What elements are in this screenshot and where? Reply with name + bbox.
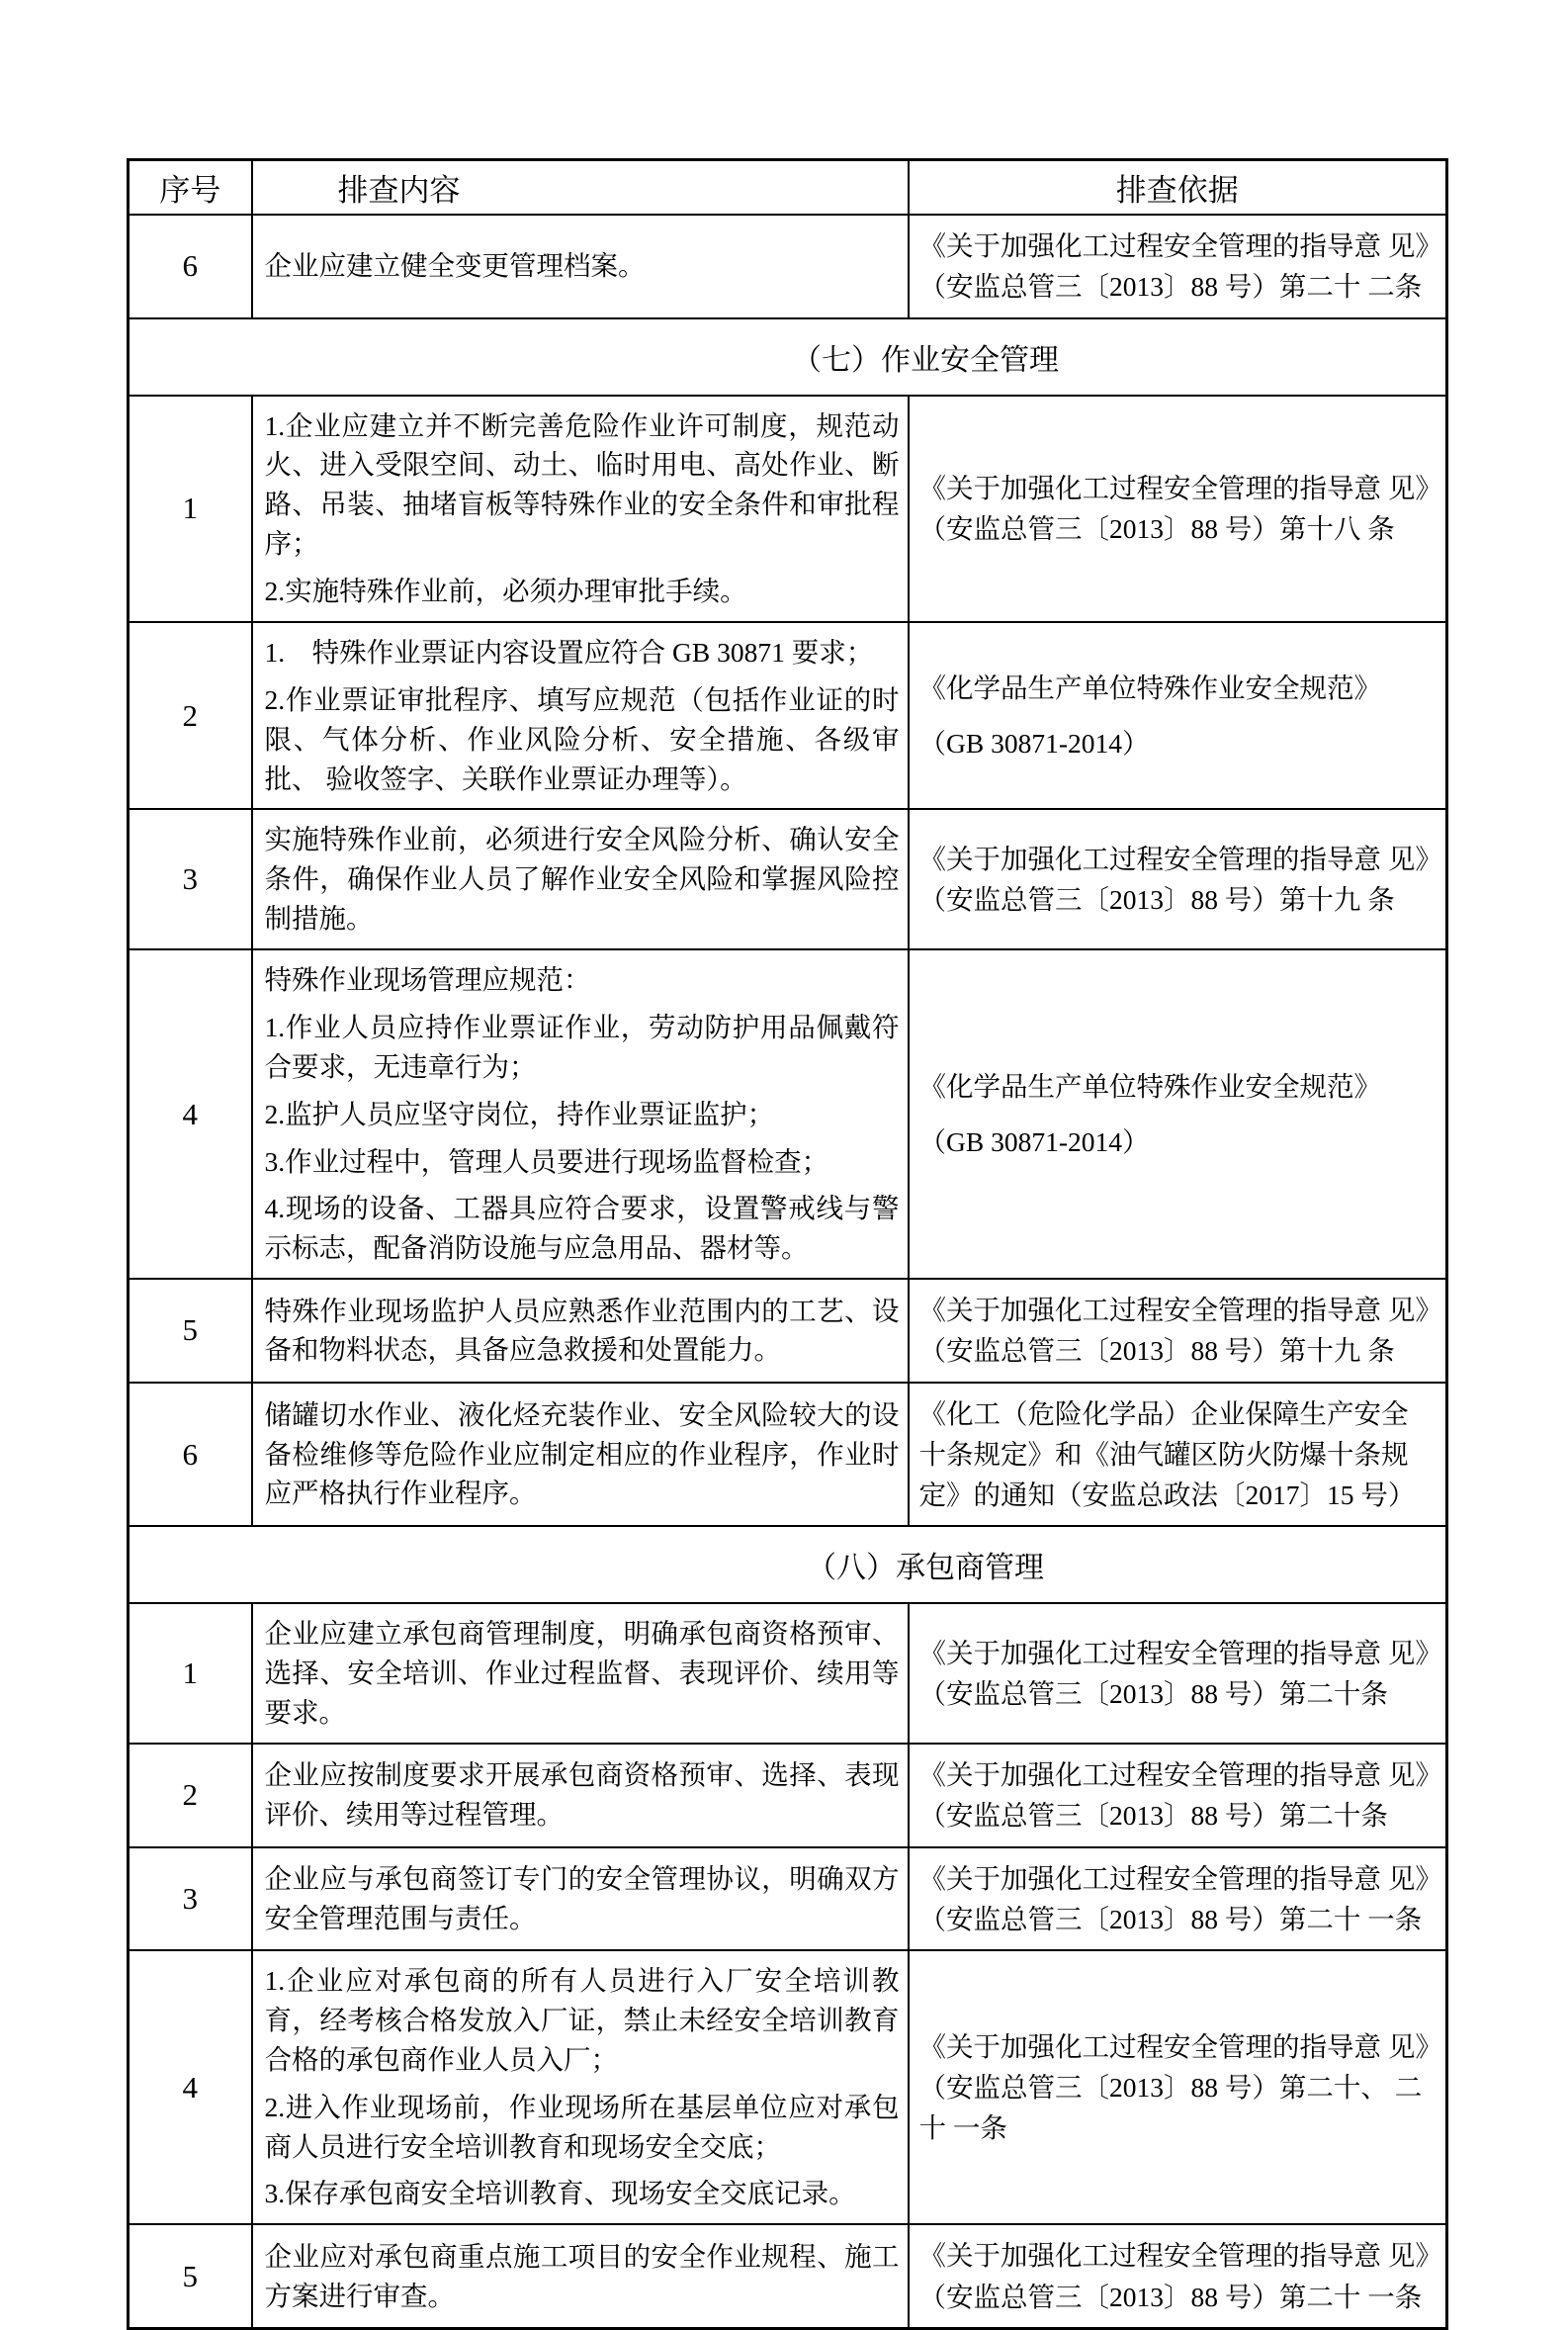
inspection-content-cell <box>252 809 909 949</box>
inspection-content-cell <box>252 1744 909 1847</box>
inspection-content-cell <box>252 2224 909 2328</box>
row-index-cell: 3 <box>129 1847 252 1951</box>
table-row <box>129 2224 1447 2328</box>
table-row <box>129 1603 1447 1744</box>
content-paragraph: 4.现场的设备、工器具应符合要求，设置警戒线与警 示标志，配备消防设施与应急用品、器材等。 <box>264 1193 900 1264</box>
content-paragraph: 3.保存承包商安全培训教育、现场安全交底记录。 <box>264 2178 856 2209</box>
inspection-content-cell <box>252 215 909 318</box>
content-paragraph: 1. 特殊作业票证内容设置应符合 GB 30871 要求； <box>264 636 874 668</box>
inspection-content-cell <box>252 1603 909 1744</box>
column-header-index: 序号 <box>129 160 252 216</box>
table-row <box>129 622 1447 810</box>
content-paragraph: 1.企业应建立并不断完善危险作业许可制度，规范动 火、进入受限空间、动土、临时用电、高处作业、断 路、吊装、抽堵盲板等特殊作业的安全条件和审批程 序； <box>264 409 900 560</box>
inspection-basis-cell <box>909 215 1447 318</box>
basis-paragraph: 《关于加强化工过程安全管理的指导意 见》（安监总管三〔2013〕88 号）第二十 一条 <box>918 1862 1430 1934</box>
header-row <box>129 160 1447 216</box>
row-index-cell: 6 <box>129 1383 252 1527</box>
row-index-cell: 5 <box>129 2224 252 2328</box>
table-row <box>129 396 1447 622</box>
table-row <box>129 1950 1447 2224</box>
content-paragraph: 1.企业应对承包商的所有人员进行入厂安全培训教 育，经考核合格发放入厂证，禁止未经安全培训教育 合格的承包商作业人员入厂； <box>264 1965 900 2075</box>
content-paragraph: 特殊作业现场监护人员应熟悉作业范围内的工艺、设 备和物料状态，具备应急救援和处置能力。 <box>264 1295 900 1366</box>
inspection-basis-cell <box>909 949 1447 1279</box>
basis-paragraph: 《化学品生产单位特殊作业安全规范》 <box>918 1071 1381 1103</box>
section-header-row <box>129 1526 1447 1603</box>
inspection-basis-cell <box>909 1847 1447 1951</box>
content-paragraph: 企业应按制度要求开展承包商资格预审、选择、表现 评价、续用等过程管理。 <box>264 1759 900 1831</box>
basis-paragraph: 《化学品生产单位特殊作业安全规范》 <box>918 672 1381 704</box>
row-index-cell: 2 <box>129 622 252 810</box>
table-row <box>129 1383 1447 1527</box>
inspection-table-body <box>129 215 1447 2328</box>
content-paragraph: 企业应对承包商重点施工项目的安全作业规程、施工 方案进行审查。 <box>264 2240 900 2311</box>
row-index-cell: 4 <box>129 1950 252 2224</box>
basis-paragraph: （GB 30871-2014） <box>918 727 1150 759</box>
content-paragraph: 2.监护人员应坚守岗位，持作业票证监护； <box>264 1098 775 1129</box>
inspection-basis-cell <box>909 1744 1447 1847</box>
inspection-content-cell <box>252 396 909 622</box>
basis-paragraph: （GB 30871-2014） <box>918 1125 1150 1157</box>
inspection-basis-cell <box>909 622 1447 810</box>
basis-paragraph: 《关于加强化工过程安全管理的指导意 见》（安监总管三〔2013〕88 号）第二十条 <box>918 1637 1430 1710</box>
section-title: （七）作业安全管理 <box>129 318 1447 396</box>
content-paragraph: 企业应建立承包商管理制度，明确承包商资格预审、 选择、安全培训、作业过程监督、表现评价、续用等 要求。 <box>264 1618 900 1729</box>
table-row <box>129 1847 1447 1951</box>
basis-paragraph: 《关于加强化工过程安全管理的指导意 见》（安监总管三〔2013〕88 号）第二十条 <box>918 1759 1430 1832</box>
inspection-table <box>127 158 1448 2330</box>
row-index-cell: 6 <box>129 215 252 318</box>
row-index-cell: 3 <box>129 809 252 949</box>
basis-paragraph: 《关于加强化工过程安全管理的指导意 见》（安监总管三〔2013〕88 号）第二十 二条 <box>918 230 1430 303</box>
basis-paragraph: 《关于加强化工过程安全管理的指导意 见》（安监总管三〔2013〕88 号）第二十、 二十 一条 <box>918 2030 1430 2144</box>
content-paragraph: 2.实施特殊作业前，必须办理审批手续。 <box>264 576 747 606</box>
row-index-cell: 1 <box>129 1603 252 1744</box>
content-paragraph: 2.作业票证审批程序、填写应规范（包括作业证的时 限、气体分析、作业风险分析、安全措施、各级审批、 验收签字、关联作业票证办理等）。 <box>264 683 900 794</box>
content-paragraph: 实施特殊作业前，必须进行安全风险分析、确认安全 条件，确保作业人员了解作业安全风险和掌握风险控 制措施。 <box>264 824 900 935</box>
basis-paragraph: 《关于加强化工过程安全管理的指导意 见》（安监总管三〔2013〕88 号）第十八 条 <box>918 472 1430 545</box>
inspection-basis-cell <box>909 2224 1447 2328</box>
row-index-cell: 4 <box>129 949 252 1279</box>
inspection-content-cell <box>252 1847 909 1951</box>
inspection-content-cell <box>252 1950 909 2224</box>
inspection-basis-cell <box>909 1383 1447 1527</box>
table-row <box>129 1744 1447 1847</box>
inspection-basis-cell <box>909 1279 1447 1383</box>
column-header-content: 排查内容 <box>252 160 909 216</box>
content-paragraph: 2.进入作业现场前，作业现场所在基层单位应对承包 商人员进行安全培训教育和现场安全交底； <box>264 2091 900 2162</box>
inspection-content-cell <box>252 949 909 1279</box>
basis-paragraph: 《关于加强化工过程安全管理的指导意 见》（安监总管三〔2013〕88 号）第十九 条 <box>918 843 1430 916</box>
inspection-content-cell <box>252 1279 909 1383</box>
section-header-row <box>129 318 1447 396</box>
column-header-basis: 排查依据 <box>909 160 1447 216</box>
inspection-basis-cell <box>909 396 1447 622</box>
row-index-cell: 5 <box>129 1279 252 1383</box>
content-paragraph: 企业应建立健全变更管理档案。 <box>264 250 646 282</box>
row-index-cell: 1 <box>129 396 252 622</box>
content-paragraph: 3.作业过程中，管理人员要进行现场监督检查； <box>264 1145 829 1177</box>
table-row <box>129 1279 1447 1383</box>
basis-paragraph: 《关于加强化工过程安全管理的指导意 见》（安监总管三〔2013〕88 号）第十九 条 <box>918 1295 1430 1367</box>
content-paragraph: 1.作业人员应持作业票证作业，劳动防护用品佩戴符 合要求，无违章行为； <box>264 1011 900 1082</box>
inspection-basis-cell <box>909 809 1447 949</box>
content-paragraph: 企业应与承包商签订专门的安全管理协议，明确双方 安全管理范围与责任。 <box>264 1862 900 1933</box>
inspection-content-cell <box>252 1383 909 1527</box>
table-row <box>129 949 1447 1279</box>
content-paragraph: 储罐切水作业、液化烃充装作业、安全风险较大的设 备检维修等危险作业应制定相应的作业程序，作业时 应严格执行作业程序。 <box>264 1398 900 1509</box>
content-paragraph: 特殊作业现场管理应规范： <box>264 964 591 995</box>
inspection-basis-cell <box>909 1950 1447 2224</box>
inspection-content-cell <box>252 622 909 810</box>
basis-paragraph: 《关于加强化工过程安全管理的指导意 见》（安监总管三〔2013〕88 号）第二十 一条 <box>918 2240 1430 2312</box>
row-index-cell: 2 <box>129 1744 252 1847</box>
basis-paragraph: 《化工（危险化学品）企业保障生产安全 十条规定》和《油气罐区防火防爆十条规 定》的通知（安监总政法〔2017〕15 号） <box>918 1397 1416 1511</box>
section-title: （八）承包商管理 <box>129 1526 1447 1603</box>
table-row <box>129 215 1447 318</box>
table-header <box>129 160 1447 216</box>
inspection-basis-cell <box>909 1603 1447 1744</box>
table-row <box>129 809 1447 949</box>
